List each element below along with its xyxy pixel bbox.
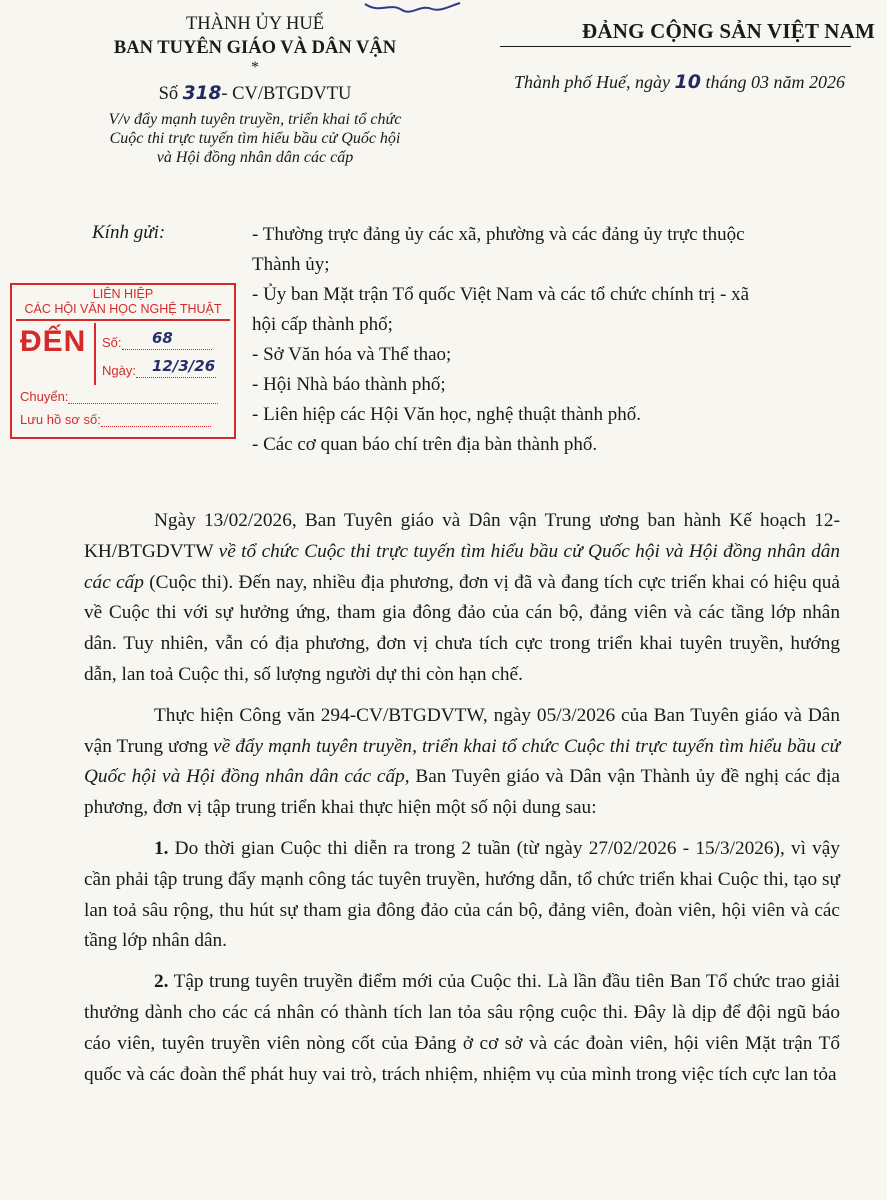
paragraph-3: 1. Do thời gian Cuộc thi diễn ra trong 2 tuần (từ ngày 27/02/2026 - 15/3/2026), vì vậy cần phải tập trung đẩy mạnh công tác tuyên truyền, hướng dẫn, tổ chức triển khai Cuộc thi, tạo sự lan toả sâu rộng, thu hút sự tham gia đông đảo của cán bộ, đảng viên, đoàn viên, hội viên và các tầng lớp nhân dân. bbox=[84, 837, 840, 952]
recipient-line: Thành ủy; bbox=[252, 254, 330, 275]
issuer-star: * bbox=[251, 59, 259, 76]
stamp-den: ĐẾN bbox=[20, 325, 87, 358]
recipient-line: hội cấp thành phố; bbox=[252, 314, 393, 335]
paragraph-2: Thực hiện Công văn 294-CV/BTGDVTW, ngày 05/3/2026 của Ban Tuyên giáo và Dân vận Trung ương về đẩy mạnh tuyên truyền, triển khai tổ chức Cuộc thi trực tuyến tìm hiểu bầu cử Quốc hội và Hội đồng nhân dân các cấp, Ban Tuyên giáo và Dân vận Thành ủy đề nghị các địa phương, đơn vị tập trung triển khai thực hiện một số nội dung sau: bbox=[84, 704, 840, 819]
party-header bbox=[470, 18, 875, 47]
stamp-luu-row: Lưu hồ sơ số: bbox=[20, 412, 211, 427]
received-stamp bbox=[10, 283, 236, 439]
paragraph-1: Ngày 13/02/2026, Ban Tuyên giáo và Dân vận Trung ương ban hành Kế hoạch 12-KH/BTGDVTW về tổ chức Cuộc thi trực tuyến tìm hiểu bầu cử Quốc hội và Hội đồng nhân dân các cấp (Cuộc thi). Đến nay, nhiều địa phương, đơn vị đã và đang tích cực triển khai có hiệu quả về Cuộc thi với sự hưởng ứng, tham gia đông đảo của cán bộ, đảng viên và các tầng lớp nhân dân. Tuy nhiên, vẫn có địa phương, đơn vị chưa tích cực trong triển khai tuyên truyền, hướng dẫn, lan toả Cuộc thi, số lượng người dự thi còn hạn chế. bbox=[84, 510, 840, 685]
stamp-divider bbox=[94, 323, 96, 385]
recipient-line: - Hội Nhà báo thành phố; bbox=[252, 374, 446, 395]
stamp-ngay-row: Ngày: bbox=[102, 363, 216, 378]
stamp-org: LIÊN HIỆP CÁC HỘI VĂN HỌC NGHỆ THUẬT bbox=[16, 287, 230, 321]
issuer-parent: THÀNH ỦY HUẾ bbox=[185, 14, 325, 34]
stamp-so-row: Số: bbox=[102, 335, 212, 350]
issuer-block bbox=[55, 12, 455, 167]
issuer-name: BAN TUYÊN GIÁO VÀ DÂN VẬN bbox=[113, 38, 397, 58]
party-name: ĐẢNG CỘNG SẢN VIỆT NAM bbox=[582, 19, 875, 43]
stamp-so-value: 68 bbox=[152, 329, 173, 347]
issue-date: Thành phố Huế, ngày 10 tháng 03 năm 2026 bbox=[514, 71, 845, 93]
recipient-line: - Các cơ quan báo chí trên địa bàn thành phố. bbox=[252, 434, 598, 455]
document-body bbox=[84, 506, 840, 1100]
document-number-handwritten: 318 bbox=[182, 83, 222, 104]
paragraph-4: 2. Tập trung tuyên truyền điểm mới của Cuộc thi. Là lần đầu tiên Ban Tổ chức trao giải thưởng dành cho các cá nhân có thành tích lan tỏa sâu rộng cuộc thi. Đây là dịp để đội ngũ báo cáo viên, tuyên truyền viên nòng cốt của Đảng ở cơ sở và các đoàn viên, hội viên Mặt trận Tổ quốc và các đoàn thể phát huy vai trò, trách nhiệm, nhiệm vụ của mình trong việc tích cực lan tỏa bbox=[84, 971, 840, 1085]
document-number: Số 318- CV/BTGDVTU bbox=[158, 83, 352, 104]
party-underline bbox=[500, 46, 851, 47]
stamp-ngay-value: 12/3/26 bbox=[152, 357, 216, 375]
recipients-label: Kính gửi: bbox=[92, 222, 166, 243]
subject-line: V/v đẩy mạnh tuyên truyền, triển khai tổ chức Cuộc thi trực tuyến tìm hiểu bầu cử Quốc hội và Hội đồng nhân dân các cấp bbox=[108, 111, 402, 166]
recipient-line: - Ủy ban Mặt trận Tổ quốc Việt Nam và các tổ chức chính trị - xã bbox=[252, 284, 750, 305]
recipient-line: - Sở Văn hóa và Thể thao; bbox=[252, 344, 452, 365]
recipient-line: - Liên hiệp các Hội Văn học, nghệ thuật thành phố. bbox=[252, 404, 642, 425]
issue-day-handwritten: 10 bbox=[674, 71, 701, 93]
stamp-chuyen-row: Chuyển: bbox=[20, 389, 218, 404]
recipients-list bbox=[252, 220, 852, 460]
recipient-line: - Thường trực đảng ủy các xã, phường và các đảng ủy trực thuộc bbox=[252, 224, 745, 245]
